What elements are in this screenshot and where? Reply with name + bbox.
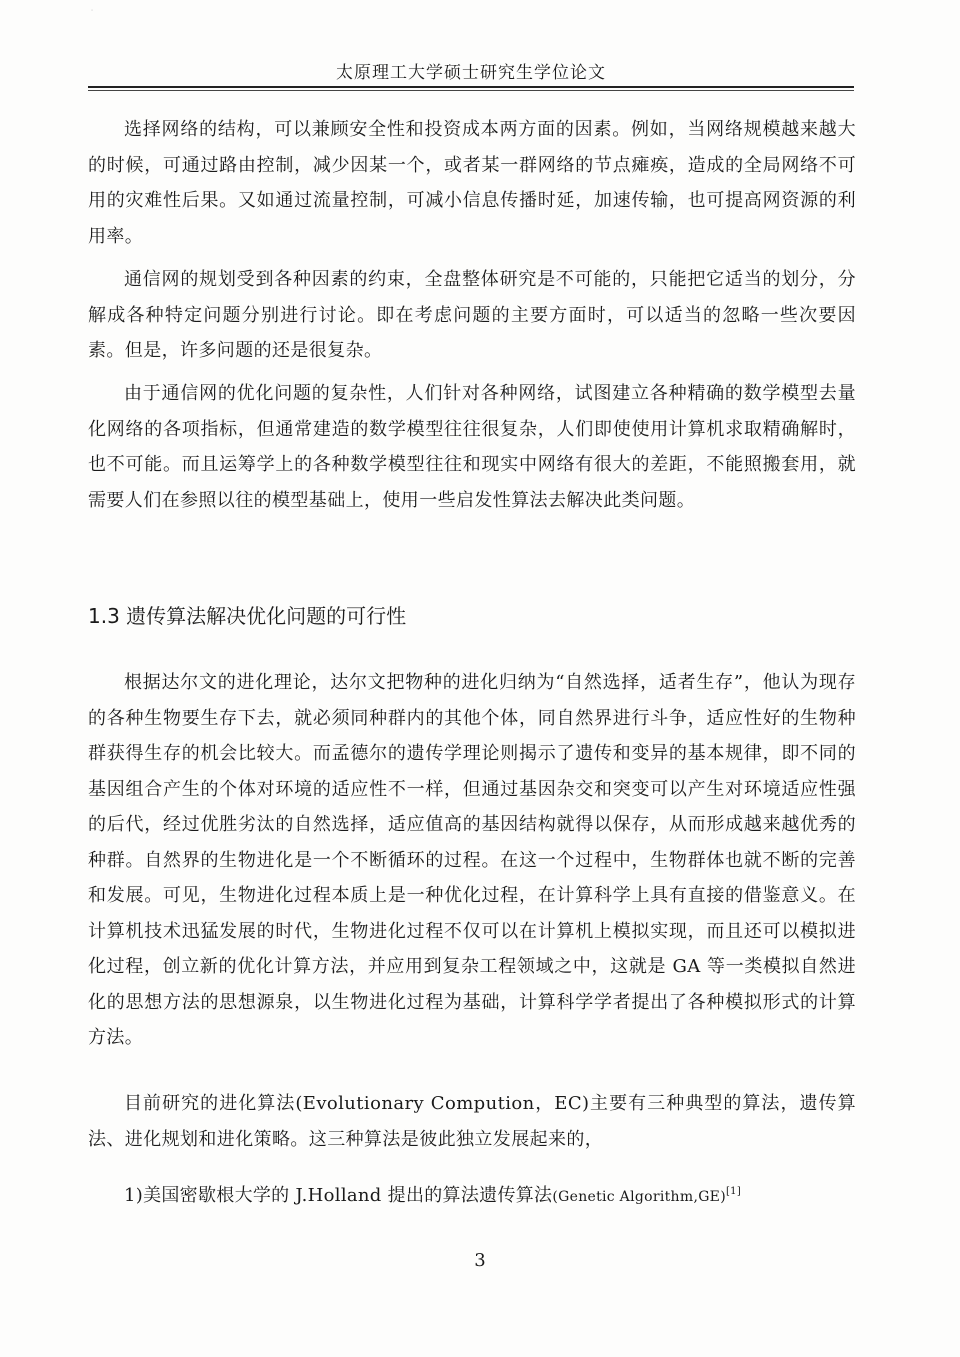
list-item-genetic-algorithm <box>88 1175 856 1214</box>
paragraph-network-planning: 通信网的规划受到各种因素的约束，全盘整体研究是不可能的，只能把它适当的划分，分解成各种特定问题分别进行讨论。即在考虑问题的主要方面时，可以适当的忽略一些次要因素。但是，许多问题的还是很复杂。 <box>88 269 856 361</box>
citation-ref: [1] <box>725 1186 742 1197</box>
paragraph-evolutionary-algorithms: 目前研究的进化算法(Evolutionary Compution，EC)主要有三种典型的算法，遗传算法、进化规划和进化策略。这三种算法是彼此独立发展起来的， <box>88 1093 856 1150</box>
paragraph-optimization-complexity: 由于通信网的优化问题的复杂性，人们针对各种网络，试图建立各种精确的数学模型去量化网络的各项指标，但通常建造的数学模型往往很复杂，人们即使使用计算机求取精确解时，也不可能。而且运筹学上的各种数学模型往往和现实中网络有很大的差距，不能照搬套用，就需要人们在参照以往的模型基础上，使用一些启发性算法去解决此类问题。 <box>88 383 856 511</box>
watermark: · <box>90 4 95 19</box>
running-header: 太原理工大学硕士研究生学位论文 <box>336 63 606 83</box>
page-number: 3 <box>474 1250 486 1271</box>
section-heading: 1.3 遗传算法解决优化问题的可行性 <box>88 604 407 628</box>
paragraph-network-structure: 选择网络的结构，可以兼顾安全性和投资成本两方面的因素。例如，当网络规模越来越大的时候，可通过路由控制，减少因某一个，或者某一群网络的节点瘫痪，造成的全局网络不可用的灾难性后果。又如通过流量控制，可减小信息传播时延，加速传输，也可提高网资源的利用率。 <box>88 119 856 247</box>
paragraph-evolution-theory: 根据达尔文的进化理论，达尔文把物种的进化归纳为“自然选择，适者生存”，他认为现存的各种生物要生存下去，就必须同种群内的其他个体，同自然界进行斗争，适应性好的生物种群获得生存的机会比较大。而孟德尔的遗传学理论则揭示了遗传和变异的基本规律，即不同的基因组合产生的个体对环境的适应性不一样，但通过基因杂交和突变可以产生对环境适应性强的后代，经过优胜劣汰的自然选择，适应值高的基因结构就得以保存，从而形成越来越优秀的种群。自然界的生物进化是一个不断循环的过程。在这一个过程中，生物群体也就不断的完善和发展。可见，生物进化过程本质上是一种优化过程，在计算科学上具有直接的借鉴意义。在计算机技术迅猛发展的时代，生物进化过程不仅可以在计算机上模拟实现，而且还可以模拟进化过程，创立新的优化计算方法，并应用到复杂工程领域之中，这就是 GA 等一类模拟自然进化的思想方法的思想源泉，以生物进化过程为基础，计算科学学者提出了各种模拟形式的计算方法。 <box>88 672 856 1048</box>
list-item-abbrev: (Genetic Algorithm,GE) <box>552 1189 726 1205</box>
header-rule-thin <box>88 90 854 91</box>
header-rule <box>88 86 854 88</box>
list-item-text: 1)美国密歇根大学的 J.Holland 提出的算法遗传算法 <box>124 1185 553 1206</box>
